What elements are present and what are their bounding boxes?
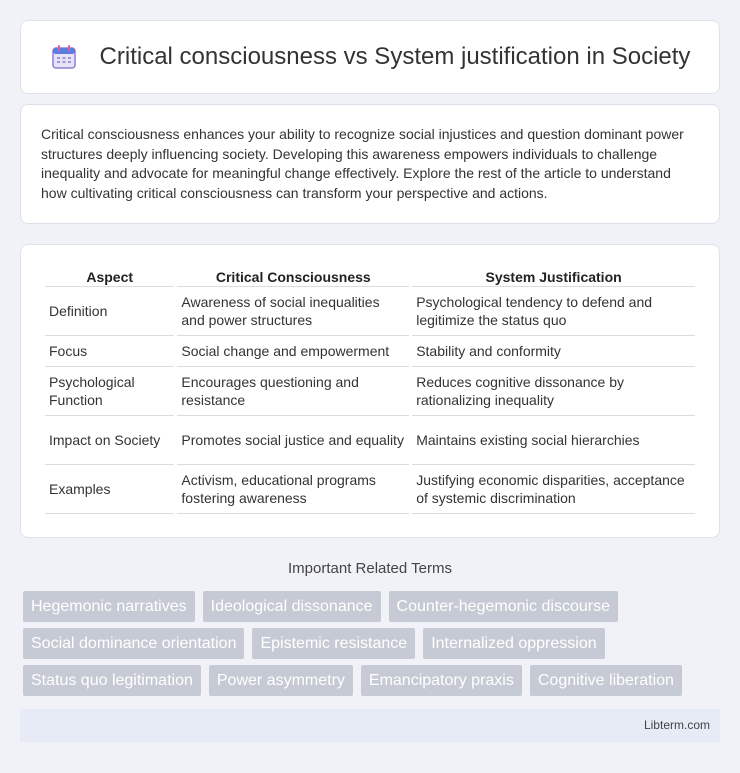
table-cell: Awareness of social inequalities and power structures — [177, 287, 409, 336]
table-row — [45, 336, 695, 367]
table-cell: Activism, educational programs fostering awareness — [177, 465, 409, 514]
table-cell: Reduces cognitive dissonance by rationalizing inequality — [412, 367, 695, 416]
related-terms-title: Important Related Terms — [288, 560, 452, 577]
table-cell: Focus — [45, 336, 174, 367]
term-tag[interactable]: Social dominance orientation — [23, 628, 244, 659]
related-terms-list — [23, 591, 723, 702]
calendar-icon — [50, 43, 78, 71]
tag-row — [23, 665, 723, 696]
term-tag[interactable]: Hegemonic narratives — [23, 591, 195, 622]
table-cell: Justifying economic disparities, acceptance of systemic discrimination — [412, 465, 695, 514]
table-cell: Promotes social justice and equality — [177, 416, 409, 465]
table-cell: Psychological Function — [45, 367, 174, 416]
term-tag[interactable]: Cognitive liberation — [530, 665, 682, 696]
table-cell: Social change and empowerment — [177, 336, 409, 367]
comparison-table — [42, 267, 698, 514]
table-row — [45, 287, 695, 336]
term-tag[interactable]: Power asymmetry — [209, 665, 353, 696]
table-row — [45, 416, 695, 465]
table-cell: Psychological tendency to defend and legitimize the status quo — [412, 287, 695, 336]
table-row — [45, 465, 695, 514]
comparison-card — [20, 244, 720, 538]
table-cell: Impact on Society — [45, 416, 174, 465]
term-tag[interactable]: Ideological dissonance — [203, 591, 381, 622]
intro-card — [20, 104, 720, 224]
table-header-row — [45, 267, 695, 287]
column-header: System Justification — [412, 267, 695, 287]
term-tag[interactable]: Epistemic resistance — [252, 628, 415, 659]
footer-brand[interactable]: Libterm.com — [643, 718, 710, 732]
tag-row — [23, 628, 723, 659]
table-row — [45, 367, 695, 416]
term-tag[interactable]: Counter-hegemonic discourse — [389, 591, 618, 622]
footer — [20, 709, 720, 742]
page-title: Critical consciousness vs System justification in Society — [99, 43, 691, 70]
column-header: Critical Consciousness — [177, 267, 409, 287]
intro-text: Critical consciousness enhances your ability to recognize social injustices and question dominant power structures deeply influencing society. Developing this awareness empowers individuals to challenge inequality and advocate for meaningful change effectively. Explore the rest of the article to understand how cultivating critical consciousness can transform your perspective and actions. — [41, 126, 684, 201]
term-tag[interactable]: Internalized oppression — [423, 628, 604, 659]
table-cell: Maintains existing social hierarchies — [412, 416, 695, 465]
term-tag[interactable]: Emancipatory praxis — [361, 665, 522, 696]
table-cell: Encourages questioning and resistance — [177, 367, 409, 416]
table-cell: Stability and conformity — [412, 336, 695, 367]
column-header: Aspect — [45, 267, 174, 287]
term-tag[interactable]: Status quo legitimation — [23, 665, 201, 696]
tag-row — [23, 591, 723, 622]
table-cell: Examples — [45, 465, 174, 514]
title-card — [20, 20, 720, 94]
table-cell: Definition — [45, 287, 174, 336]
